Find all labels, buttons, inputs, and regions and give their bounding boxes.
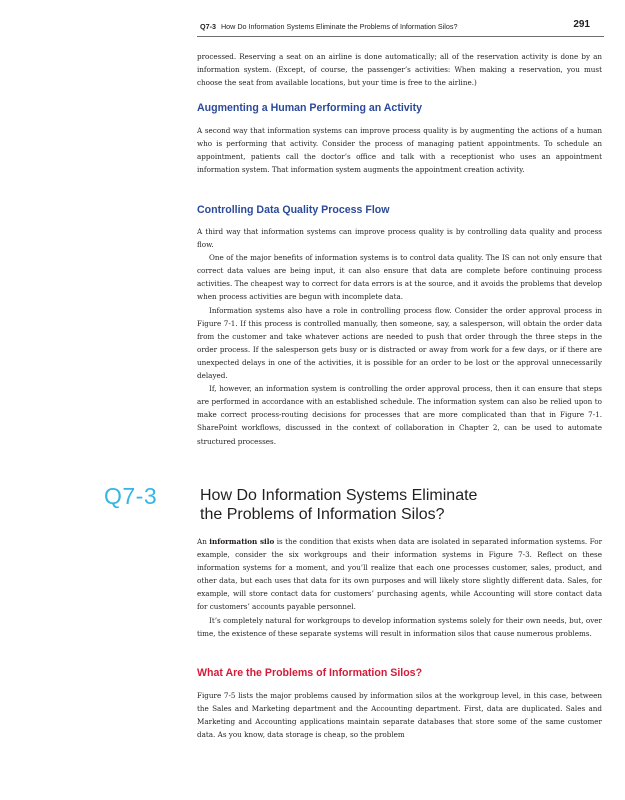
controlling-paragraph-2: One of the major benefits of information systems is to control data quality. The IS can not only ensure that correct data values are being input, it can also ensure that data are complete before continuing process activities. The cheapest way to correct for data errors is at the source, and it avoids the problems that develop when process activities are begun with incomplete data. [197,253,602,302]
controlling-block [197,225,602,448]
heading-controlling: Controlling Data Quality Process Flow [197,204,390,216]
p1-post: is the condition that exists when data are isolated in separated information systems. For example, consider the six workgroups and their information systems in Figure 7-3. Reflect on these information systems for a moment, and you’ll realize that each one processes customer, sales, product, and other data, but each uses that data for its own purposes and will likely store slightly different data. Sales, for example, will store contact data for customers’ purchasing agents, while Accounting will store contact data for customers’ accounts payable personnel. [197,537,603,612]
section-title-line-2: the Problems of Information Silos? [200,506,445,523]
intro-block [197,50,602,89]
problems-block [197,689,602,741]
p1-pre: An [197,537,210,546]
page-number: 291 [573,19,590,30]
section-title-line-1: How Do Information Systems Eliminate [200,487,478,504]
intro-paragraph: processed. Reserving a seat on an airline is done automatically; all of the reservation activity is done by an information system. (Except, of course, the passenger’s activities: When making a reservation, you must choose the seat from available locations, but your time is free to the airline.) [197,52,602,88]
term-information-silo: information silo [209,537,275,546]
header-section-title: How Do Information Systems Eliminate the Problems of Information Silos? [220,21,458,31]
section-block [197,535,602,640]
running-header [200,19,604,33]
controlling-paragraph-3: Information systems also have a role in controlling process flow. Consider the order approval process in Figure 7-1. If this process is controlled manually, then someone, say, a salesperson, will obtain the order data from the customer and take whatever actions are needed to push that order through the three steps in the order process. If the salesperson gets busy or is distracted or away from work for a few days, or if there are unexpected delays in one of the activities, it is possible for an order to be lost or the approval unnecessarily delayed. [197,305,602,381]
header-section-number: Q7-3 [200,21,216,31]
augmenting-paragraph: A second way that information systems can improve process quality is by augmenting the actions of a human who is performing that activity. Consider the process of managing patient appointments. To schedule an appointment, patients call the doctor’s office and talk with a receptionist who uses an appointment information system. That information system augments the appointment creation activity. [197,126,602,175]
section-number: Q7-3 [104,483,158,509]
controlling-paragraph-4: If, however, an information system is controlling the order approval process, then it can ensure that steps are performed in accordance with an established schedule. The information system can also be relied upon to make correct process-routing decisions for processes that are more complicated than that in Figure 7-1. SharePoint workflows, discussed in the context of collaboration in Chapter 2, can be used to automate structured processes. [197,384,602,446]
section-paragraph-2: It’s completely natural for workgroups to develop information systems solely for their own needs, but, over time, the existence of these separate systems will result in information silos that cause numerous problems. [197,615,602,638]
augmenting-block [197,124,602,176]
heading-problems: What Are the Problems of Information Silos? [197,667,423,679]
problems-paragraph: Figure 7-5 lists the major problems caused by information silos at the workgroup level, in this case, between the Sales and Marketing department and the Accounting department. First, data are duplicated. Sales and Marketing and Accounting applications maintain separate databases that store some of the same customer data. As you know, data storage is cheap, so the problem [197,691,602,740]
section-title [200,486,600,524]
section-paragraph-1 [197,535,602,614]
header-rule [197,36,604,37]
heading-augmenting: Augmenting a Human Performing an Activity [197,102,423,114]
controlling-paragraph-1: A third way that information systems can improve process quality is by controlling data quality and process flow. [197,227,602,250]
